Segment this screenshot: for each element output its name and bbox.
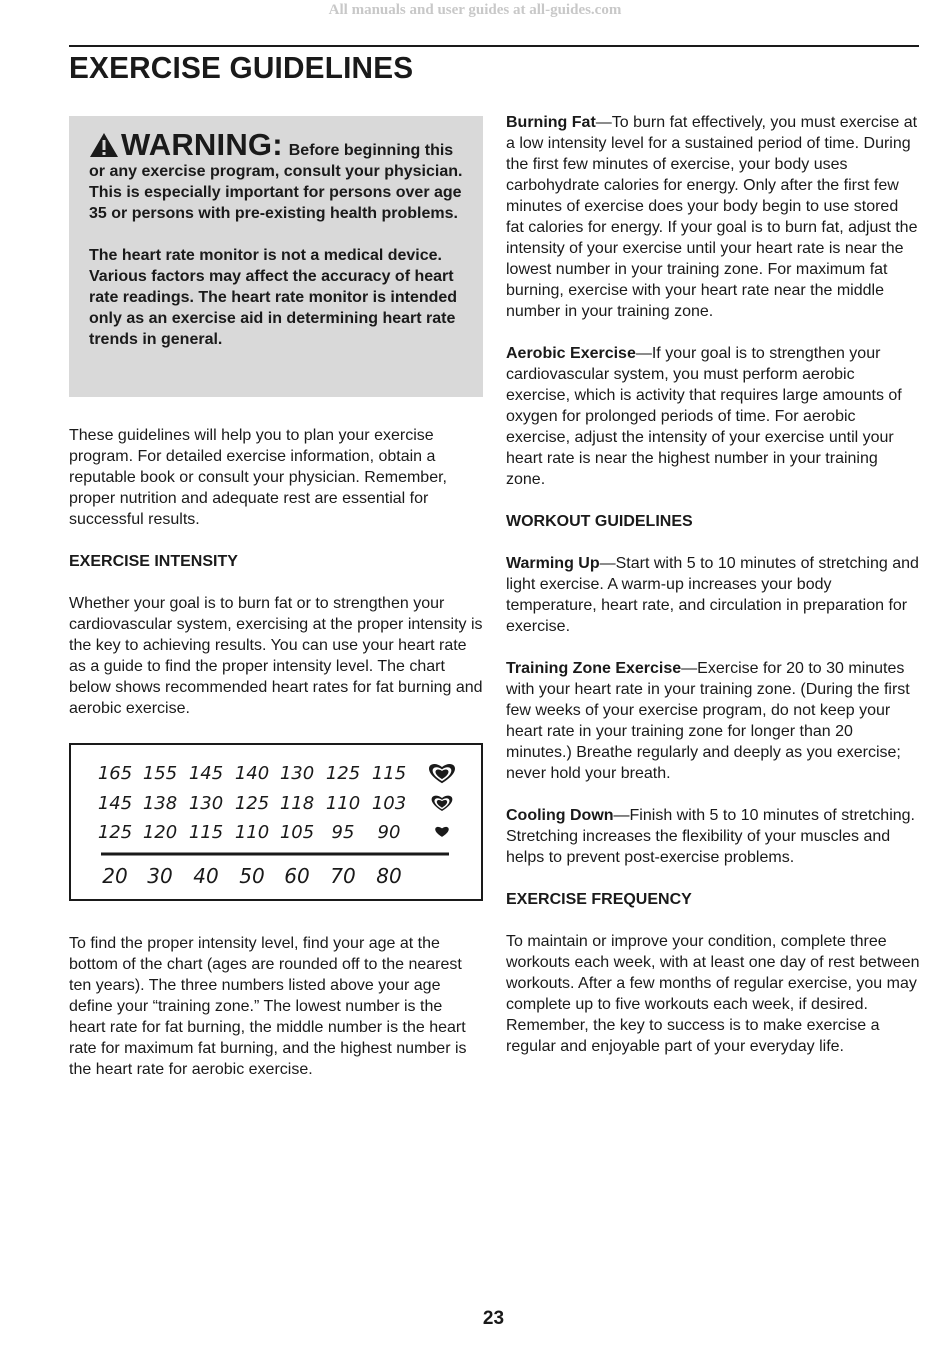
age-label: 80 — [376, 864, 402, 888]
exercise-intensity-heading: EXERCISE INTENSITY — [69, 553, 238, 570]
heart-rate-value: 145 — [188, 763, 224, 784]
age-label: 70 — [330, 864, 356, 888]
heart-rate-value: 110 — [234, 822, 270, 843]
page-title: EXERCISE GUIDELINES — [69, 50, 414, 85]
warming-up-paragraph — [506, 553, 920, 637]
cooling-down-title: Cooling Down — [506, 807, 614, 824]
burning-fat-body: —To burn fat effectively, you must exercise at a low intensity level for a sustained period of time. During the first few minutes of exercise, your body uses carbohydrate calories for energy. Only after the first few minutes of exercise does your body begin to use stored fat calories for energy. If your goal is to burn fat, adjust the intensity of your exercise until your heart rate is near the lowest number in your training zone. For maximum fat burning, exercise with your heart rate near the middle number in your training zone. — [506, 114, 918, 320]
warning-box — [69, 116, 483, 397]
age-label: 50 — [239, 864, 265, 888]
heart-rate-value: 140 — [234, 763, 270, 784]
heart-rate-value: 125 — [97, 822, 133, 843]
medium-heart-icon — [432, 796, 453, 811]
warming-up-title: Warming Up — [506, 555, 600, 572]
heart-rate-value: 115 — [371, 763, 407, 784]
large-heart-icon — [429, 764, 455, 783]
heart-rate-value: 138 — [142, 793, 178, 814]
training-zone-paragraph — [506, 658, 920, 784]
heart-rate-value: 145 — [97, 793, 133, 814]
burning-fat-paragraph — [506, 112, 920, 322]
warning-label: WARNING: — [121, 127, 283, 162]
top-rule — [69, 45, 919, 47]
warming-up-body: —Start with 5 to 10 minutes of stretching and light exercise. A warm-up increases your body temperature, heart rate, and circulation in preparation for exercise. — [506, 555, 919, 635]
find-level-paragraph: To find the proper intensity level, find your age at the bottom of the chart (ages are rounded off to the nearest ten years). The three numbers listed above your age define your “training zone.” The lowest number is the heart rate for fat burning, the middle number is the heart rate for maximum fat burning, and the highest number is the heart rate for aerobic exercise. — [69, 935, 467, 1078]
age-label: 20 — [102, 864, 128, 888]
heart-rate-value: 125 — [325, 763, 361, 784]
watermark: All manuals and user guides at all-guides.com — [328, 2, 622, 18]
aerobic-paragraph — [506, 343, 920, 490]
cooling-down-body: —Finish with 5 to 10 minutes of stretching. Stretching increases the flexibility of your muscles and helps to prevent post-exercise problems. — [506, 807, 915, 866]
heart-rate-chart — [69, 743, 483, 901]
heart-rate-value: 155 — [142, 763, 178, 784]
heart-rate-value: 165 — [97, 763, 133, 784]
exercise-intensity-paragraph: Whether your goal is to burn fat or to strengthen your cardiovascular system, exercising at the proper intensity is the key to achieving results. You can use your heart rate as a guide to find the proper intensity level. The chart below shows recommended heart rates for fat burning and aerobic exercise. — [69, 595, 483, 717]
exercise-frequency-heading: EXERCISE FREQUENCY — [506, 891, 692, 908]
exercise-frequency-paragraph: To maintain or improve your condition, complete three workouts each week, with at least one day of rest between workouts. After a few months of regular exercise, you may complete up to five workouts each week, if desired. Remember, the key to success is to make exercise a regular and enjoyable part of your everyday life. — [506, 933, 920, 1055]
heart-rate-value: 110 — [325, 793, 361, 814]
training-zone-title: Training Zone Exercise — [506, 660, 682, 677]
warning-paragraph-1 — [89, 127, 465, 224]
heart-rate-value: 130 — [188, 793, 224, 814]
heart-rate-value: 115 — [188, 822, 224, 843]
warning-text-2: The heart rate monitor is not a medical device. Various factors may affect the accuracy of heart rate readings. The heart rate monitor is intended only as an exercise aid in determining heart rate trends in general. — [89, 247, 458, 348]
heart-rate-value: 120 — [142, 822, 178, 843]
training-zone-body: —Exercise for 20 to 30 minutes with your heart rate in your training zone. (During the first few weeks of your exercise program, do not keep your heart rate in your training zone for longer than 20 minutes.) Breathe regularly and deeply as you exercise; never hold your breath. — [506, 660, 910, 782]
right-column — [506, 112, 920, 1057]
page-number: 23 — [482, 1308, 505, 1329]
heart-rate-value: 105 — [279, 822, 315, 843]
age-label: 40 — [193, 864, 219, 888]
age-label: 60 — [284, 864, 310, 888]
warning-text-1: Before beginning this or any exercise program, consult your physician. This is especially important for persons over age 35 or persons with pre-existing health problems. — [89, 142, 463, 222]
age-label: 30 — [147, 864, 173, 888]
burning-fat-title: Burning Fat — [506, 114, 596, 131]
heart-rate-value: 95 — [331, 822, 355, 843]
heart-rate-value: 130 — [279, 763, 315, 784]
cooling-down-paragraph — [506, 805, 920, 868]
left-column — [69, 116, 483, 1080]
heart-rate-value: 90 — [377, 822, 401, 843]
heart-rate-value: 103 — [371, 793, 407, 814]
warning-triangle-icon — [89, 132, 119, 158]
intro-paragraph: These guidelines will help you to plan your exercise program. For detailed exercise information, obtain a reputable book or consult your physician. Remember, proper nutrition and adequate rest are essential for successful results. — [69, 427, 447, 528]
small-heart-icon — [435, 827, 449, 837]
workout-guidelines-heading: WORKOUT GUIDELINES — [506, 513, 693, 530]
aerobic-body: —If your goal is to strengthen your cardiovascular system, you must perform aerobic exercise, which is activity that requires large amounts of oxygen for prolonged periods of time. For aerobic exercise, adjust the intensity of your exercise until your heart rate is near the highest number in your training zone. — [506, 345, 902, 488]
heart-rate-value: 118 — [279, 793, 315, 814]
heart-rate-chart-svg — [71, 745, 481, 899]
heart-rate-value: 125 — [234, 793, 270, 814]
aerobic-title: Aerobic Exercise — [506, 345, 636, 362]
